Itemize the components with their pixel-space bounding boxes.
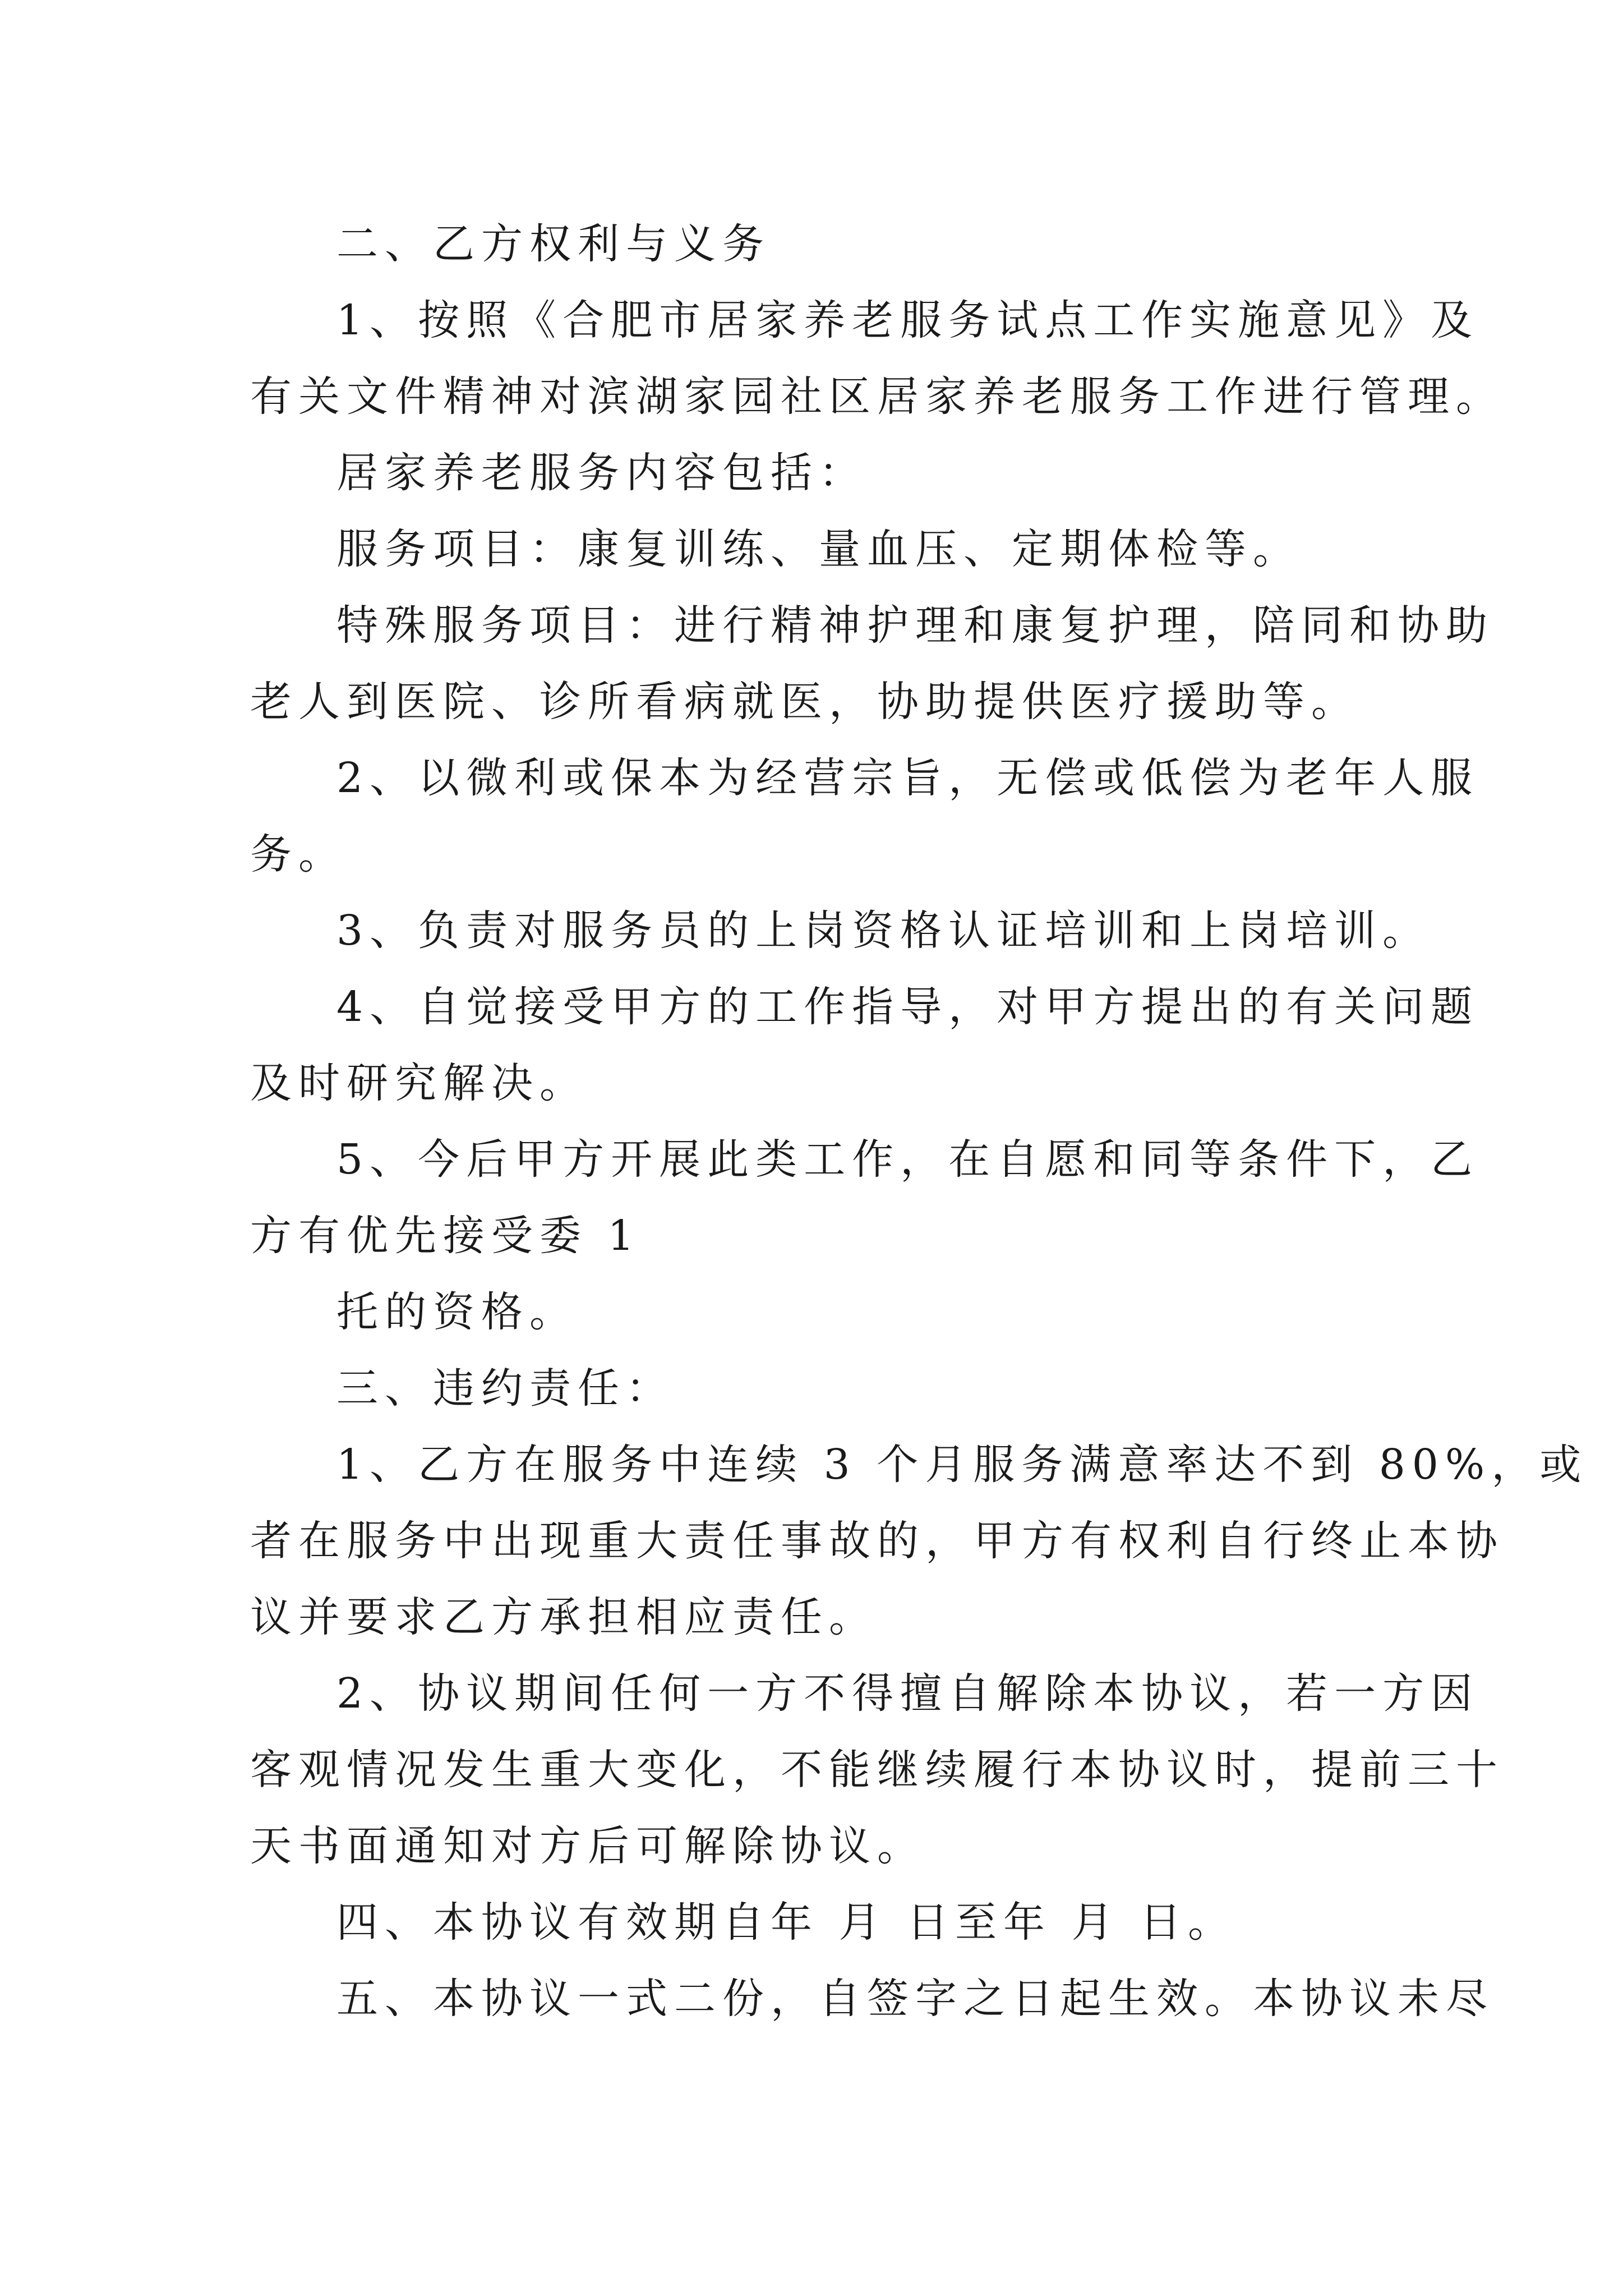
paragraph-line: 特殊服务项目：进行精神护理和康复护理，陪同和协助 <box>336 601 1494 650</box>
paragraph-line: 1、乙方在服务中连续 3 个月服务满意率达不到 80%，或 <box>336 1441 1588 1489</box>
paragraph-line: 方有优先接受委 1 <box>250 1212 641 1260</box>
paragraph-line: 老人到医院、诊所看病就医，协助提供医疗援助等。 <box>250 678 1359 726</box>
paragraph-line: 2、以微利或保本为经营宗旨，无偿或低偿为老年人服 <box>336 754 1479 802</box>
section-heading-liability: 三、违约责任： <box>336 1364 674 1412</box>
paragraph-line: 5、今后甲方开展此类工作，在自愿和同等条件下，乙 <box>336 1135 1479 1184</box>
paragraph-line: 议并要求乙方承担相应责任。 <box>250 1593 877 1641</box>
paragraph-line: 1、按照《合肥市居家养老服务试点工作实施意见》及 <box>336 296 1479 344</box>
section-heading-copies: 五、本协议一式二份，自签字之日起生效。本协议未尽 <box>336 1975 1494 2023</box>
paragraph-line: 托的资格。 <box>336 1288 578 1336</box>
paragraph-line: 3、负责对服务员的上岗资格认证培训和上岗培训。 <box>336 907 1431 955</box>
paragraph-line: 者在服务中出现重大责任事故的，甲方有权利自行终止本协 <box>250 1517 1504 1565</box>
paragraph-line: 2、协议期间任何一方不得擅自解除本协议，若一方因 <box>336 1669 1479 1718</box>
paragraph-line: 居家养老服务内容包括： <box>336 449 867 497</box>
paragraph-line: 客观情况发生重大变化，不能继续履行本协议时，提前三十 <box>250 1746 1504 1794</box>
paragraph-line: 及时研究解决。 <box>250 1059 588 1107</box>
paragraph-line: 有关文件精神对滨湖家园社区居家养老服务工作进行管理。 <box>250 372 1504 421</box>
paragraph-line: 服务项目：康复训练、量血压、定期体检等。 <box>336 525 1301 573</box>
section-heading-rights: 二、乙方权利与义务 <box>336 220 771 268</box>
paragraph-line: 务。 <box>250 830 347 878</box>
section-heading-term: 四、本协议有效期自年 月 日至年 月 日。 <box>336 1898 1237 1947</box>
paragraph-line: 4、自觉接受甲方的工作指导，对甲方提出的有关问题 <box>336 983 1479 1031</box>
paragraph-line: 天书面通知对方后可解除协议。 <box>250 1822 925 1870</box>
